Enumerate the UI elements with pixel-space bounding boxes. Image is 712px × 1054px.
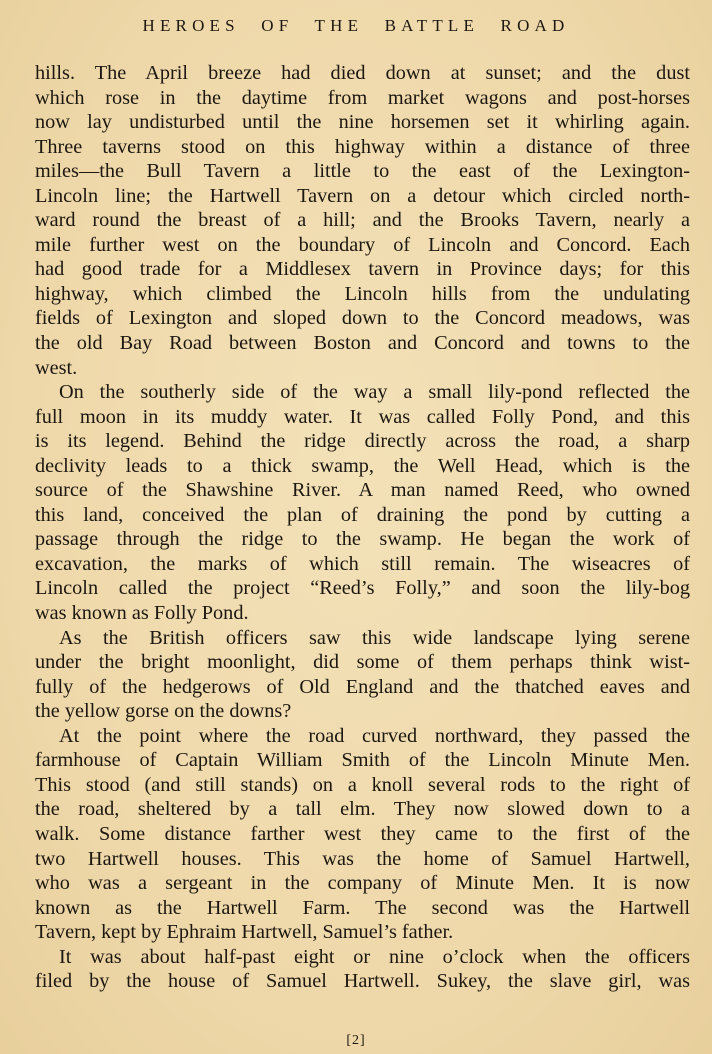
text-line: ward round the breast of a hill; and the Brooks Tavern, nearly a [35, 209, 690, 232]
text-line: highway, which climbed the Lincoln hills from the undulating [35, 282, 690, 305]
text-line: passage through the ridge to the swamp. He began the work of [35, 528, 690, 551]
text-line: Tavern, kept by Ephraim Hartwell, Samuel’s father. [35, 921, 454, 944]
text-line: On the southerly side of the way a small lily-pond reflected the [59, 381, 690, 404]
text-line: miles—the Bull Tavern a little to the east of the Lexington- [35, 160, 690, 183]
text-line: had good trade for a Middlesex tavern in Province days; for this [35, 258, 690, 281]
text-line: known as the Hartwell Farm. The second was the Hartwell [35, 896, 690, 919]
text-line: this land, conceived the plan of draining the pond by cutting a [35, 503, 690, 526]
text-line: was known as Folly Pond. [35, 602, 249, 625]
paragraph-2 [35, 380, 690, 625]
text-line: now lay undisturbed until the nine horsemen set it whirling again. [35, 111, 690, 134]
text-line: Lincoln line; the Hartwell Tavern on a detour which circled north- [35, 184, 690, 207]
text-line: the road, sheltered by a tall elm. They now slowed down to a [35, 798, 690, 821]
text-line: As the British officers saw this wide landscape lying serene [59, 626, 690, 649]
text-line: Lincoln called the project “Reed’s Folly,” and soon the lily-bog [35, 577, 690, 600]
text-line: full moon in its muddy water. It was called Folly Pond, and this [35, 405, 690, 428]
paragraph-4 [35, 724, 690, 945]
text-line: It was about half-past eight or nine o’clock when the officers [59, 945, 690, 968]
text-line: the yellow gorse on the downs? [35, 700, 292, 723]
text-line: source of the Shawshine River. A man named Reed, who owned [35, 479, 690, 502]
text-line: fully of the hedgerows of Old England and the thatched eaves and [35, 675, 690, 698]
running-head: HEROES OF THE BATTLE ROAD [142, 16, 570, 35]
text-line: declivity leads to a thick swamp, the Well Head, which is the [35, 454, 690, 477]
text-line: At the point where the road curved northward, they passed the [59, 724, 690, 747]
text-line: who was a sergeant in the company of Minute Men. It is now [35, 872, 690, 895]
text-line: farmhouse of Captain William Smith of the Lincoln Minute Men. [35, 749, 690, 772]
text-line: excavation, the marks of which still remain. The wiseacres of [35, 552, 690, 575]
text-line: the old Bay Road between Boston and Concord and towns to the [35, 332, 690, 355]
text-line: under the bright moonlight, did some of them perhaps think wist- [35, 651, 690, 674]
text-line: hills. The April breeze had died down at sunset; and the dust [35, 62, 690, 84]
text-line: filed by the house of Samuel Hartwell. Sukey, the slave girl, was [35, 970, 690, 993]
paragraph-1 [35, 61, 690, 380]
text-line: two Hartwell houses. This was the home of Samuel Hartwell, [35, 847, 690, 870]
text-line: is its legend. Behind the ridge directly across the road, a sharp [35, 430, 690, 453]
paragraph-5 [35, 945, 690, 994]
paragraph-3 [35, 626, 690, 724]
text-line: fields of Lexington and sloped down to the Concord meadows, was [35, 307, 690, 330]
text-line: which rose in the daytime from market wagons and post-horses [35, 86, 690, 109]
text-line: This stood (and still stands) on a knoll several rods to the right of [35, 773, 690, 796]
text-line: mile further west on the boundary of Lincoln and Concord. Each [35, 233, 690, 256]
text-line: Three taverns stood on this highway within a distance of three [35, 135, 690, 158]
text-line: walk. Some distance farther west they came to the first of the [35, 822, 690, 845]
page-number: [2] [346, 1033, 366, 1048]
text-line: west. [35, 356, 78, 379]
body-text [35, 61, 690, 994]
